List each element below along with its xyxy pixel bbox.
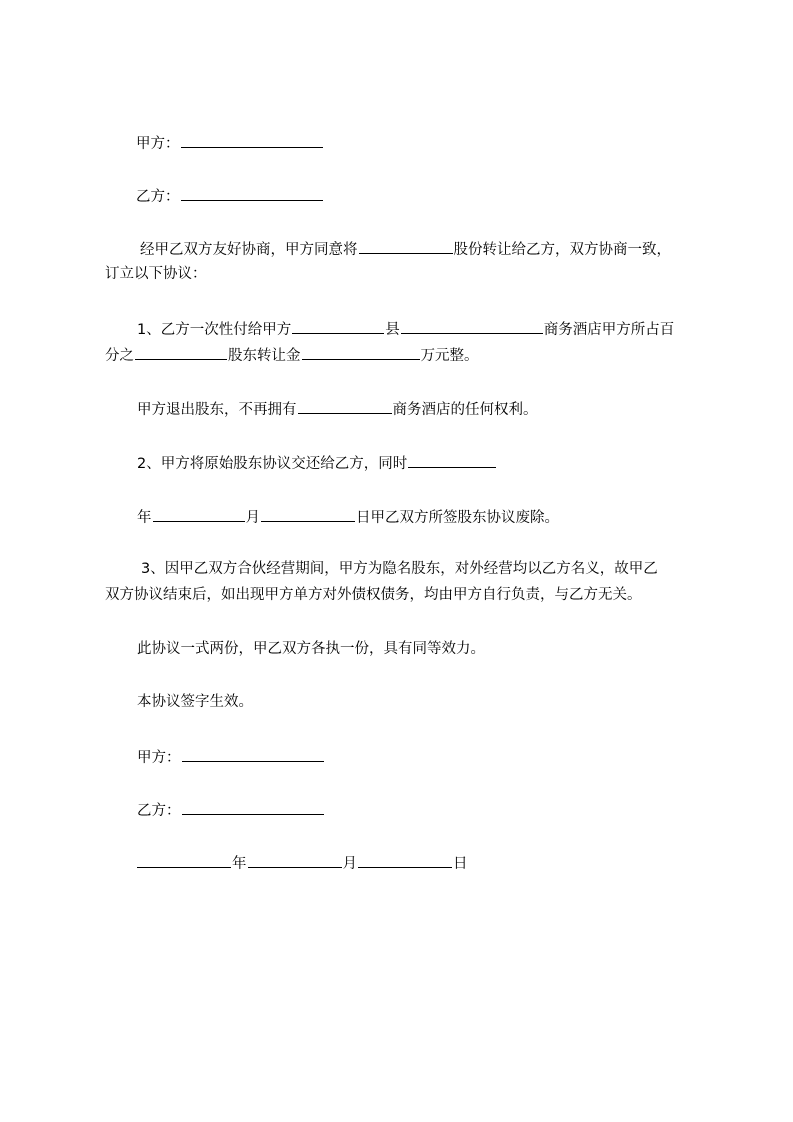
header-party-a-label: 甲方： [136,136,180,152]
signature-year-blank [137,852,231,868]
signature-party-a-line [137,746,325,768]
clause2-line-2 [137,506,559,528]
clause1-line-2 [105,344,479,366]
signature-party-b-blank [182,799,324,815]
clause1-text-6: 万元整。 [420,348,479,364]
intro-text-2: 股份转让给乙方，双方协商一致， [453,242,671,258]
intro-line-2 [105,264,207,284]
closing-copies: 此协议一式两份，甲乙双方各执一份，具有同等效力。 [137,641,485,657]
signature-party-b-line [137,799,325,821]
closing-effective: 本协议签字生效。 [137,694,253,710]
clause3-line-2 [105,585,642,605]
withdraw-line [137,398,538,420]
clause1-text-5: 股东转让金 [228,348,301,364]
clause2-time-blank [408,452,496,468]
clause3-text-1: 3、因甲乙双方合伙经营期间，甲方为隐名股东，对外经营均以乙方名义，故甲乙 [141,561,658,577]
clause1-amount-blank [302,344,420,360]
header-party-b-label: 乙方： [136,189,180,205]
clause1-percent-blank [135,344,227,360]
signature-month-blank [248,852,342,868]
clause2-line-1 [137,452,497,474]
clause3-line-1 [141,559,658,579]
signature-year: 年 [232,856,247,872]
intro-text-1: 经甲乙双方友好协商，甲方同意将 [140,242,358,258]
clause1-line-1 [137,318,674,340]
withdraw-text-1: 甲方退出股东，不再拥有 [137,402,297,418]
header-party-a-blank [181,132,323,148]
signature-party-b-label: 乙方： [137,803,181,819]
header-party-a-line [136,132,324,154]
withdraw-hotel-blank [298,398,392,414]
intro-line-1 [140,238,671,260]
closing-effective-line [137,692,253,712]
clause2-year: 年 [137,510,152,526]
clause1-text-1: 1、乙方一次性付给甲方 [137,322,292,338]
closing-copies-line [137,639,485,659]
clause3-text-2: 双方协议结束后，如出现甲方单方对外债权债务，均由甲方自行负责，与乙方无关。 [105,587,642,603]
clause1-party-a-blank [292,318,384,334]
signature-party-a-blank [182,746,324,762]
signature-date-line [137,852,468,874]
intro-text-3: 订立以下协议： [105,266,207,282]
clause1-text-3: 商务酒店甲方所占百 [543,322,675,338]
clause1-county-blank [401,318,543,334]
signature-day: 日 [453,856,468,872]
intro-shares-blank [359,238,453,254]
header-party-b-blank [181,185,323,201]
header-party-b-line [136,185,324,207]
signature-party-a-label: 甲方： [137,750,181,766]
clause2-month-blank [261,506,355,522]
signature-month: 月 [342,856,357,872]
withdraw-text-2: 商务酒店的任何权利。 [392,402,538,418]
clause2-text-2: 日甲乙双方所签股东协议废除。 [356,510,559,526]
clause2-month: 月 [245,510,260,526]
clause1-text-2: 县 [385,322,400,338]
clause1-text-4: 分之 [105,348,134,364]
signature-day-blank [358,852,452,868]
clause2-text-1: 2、甲方将原始股东协议交还给乙方，同时 [137,456,408,472]
clause2-year-blank [153,506,245,522]
